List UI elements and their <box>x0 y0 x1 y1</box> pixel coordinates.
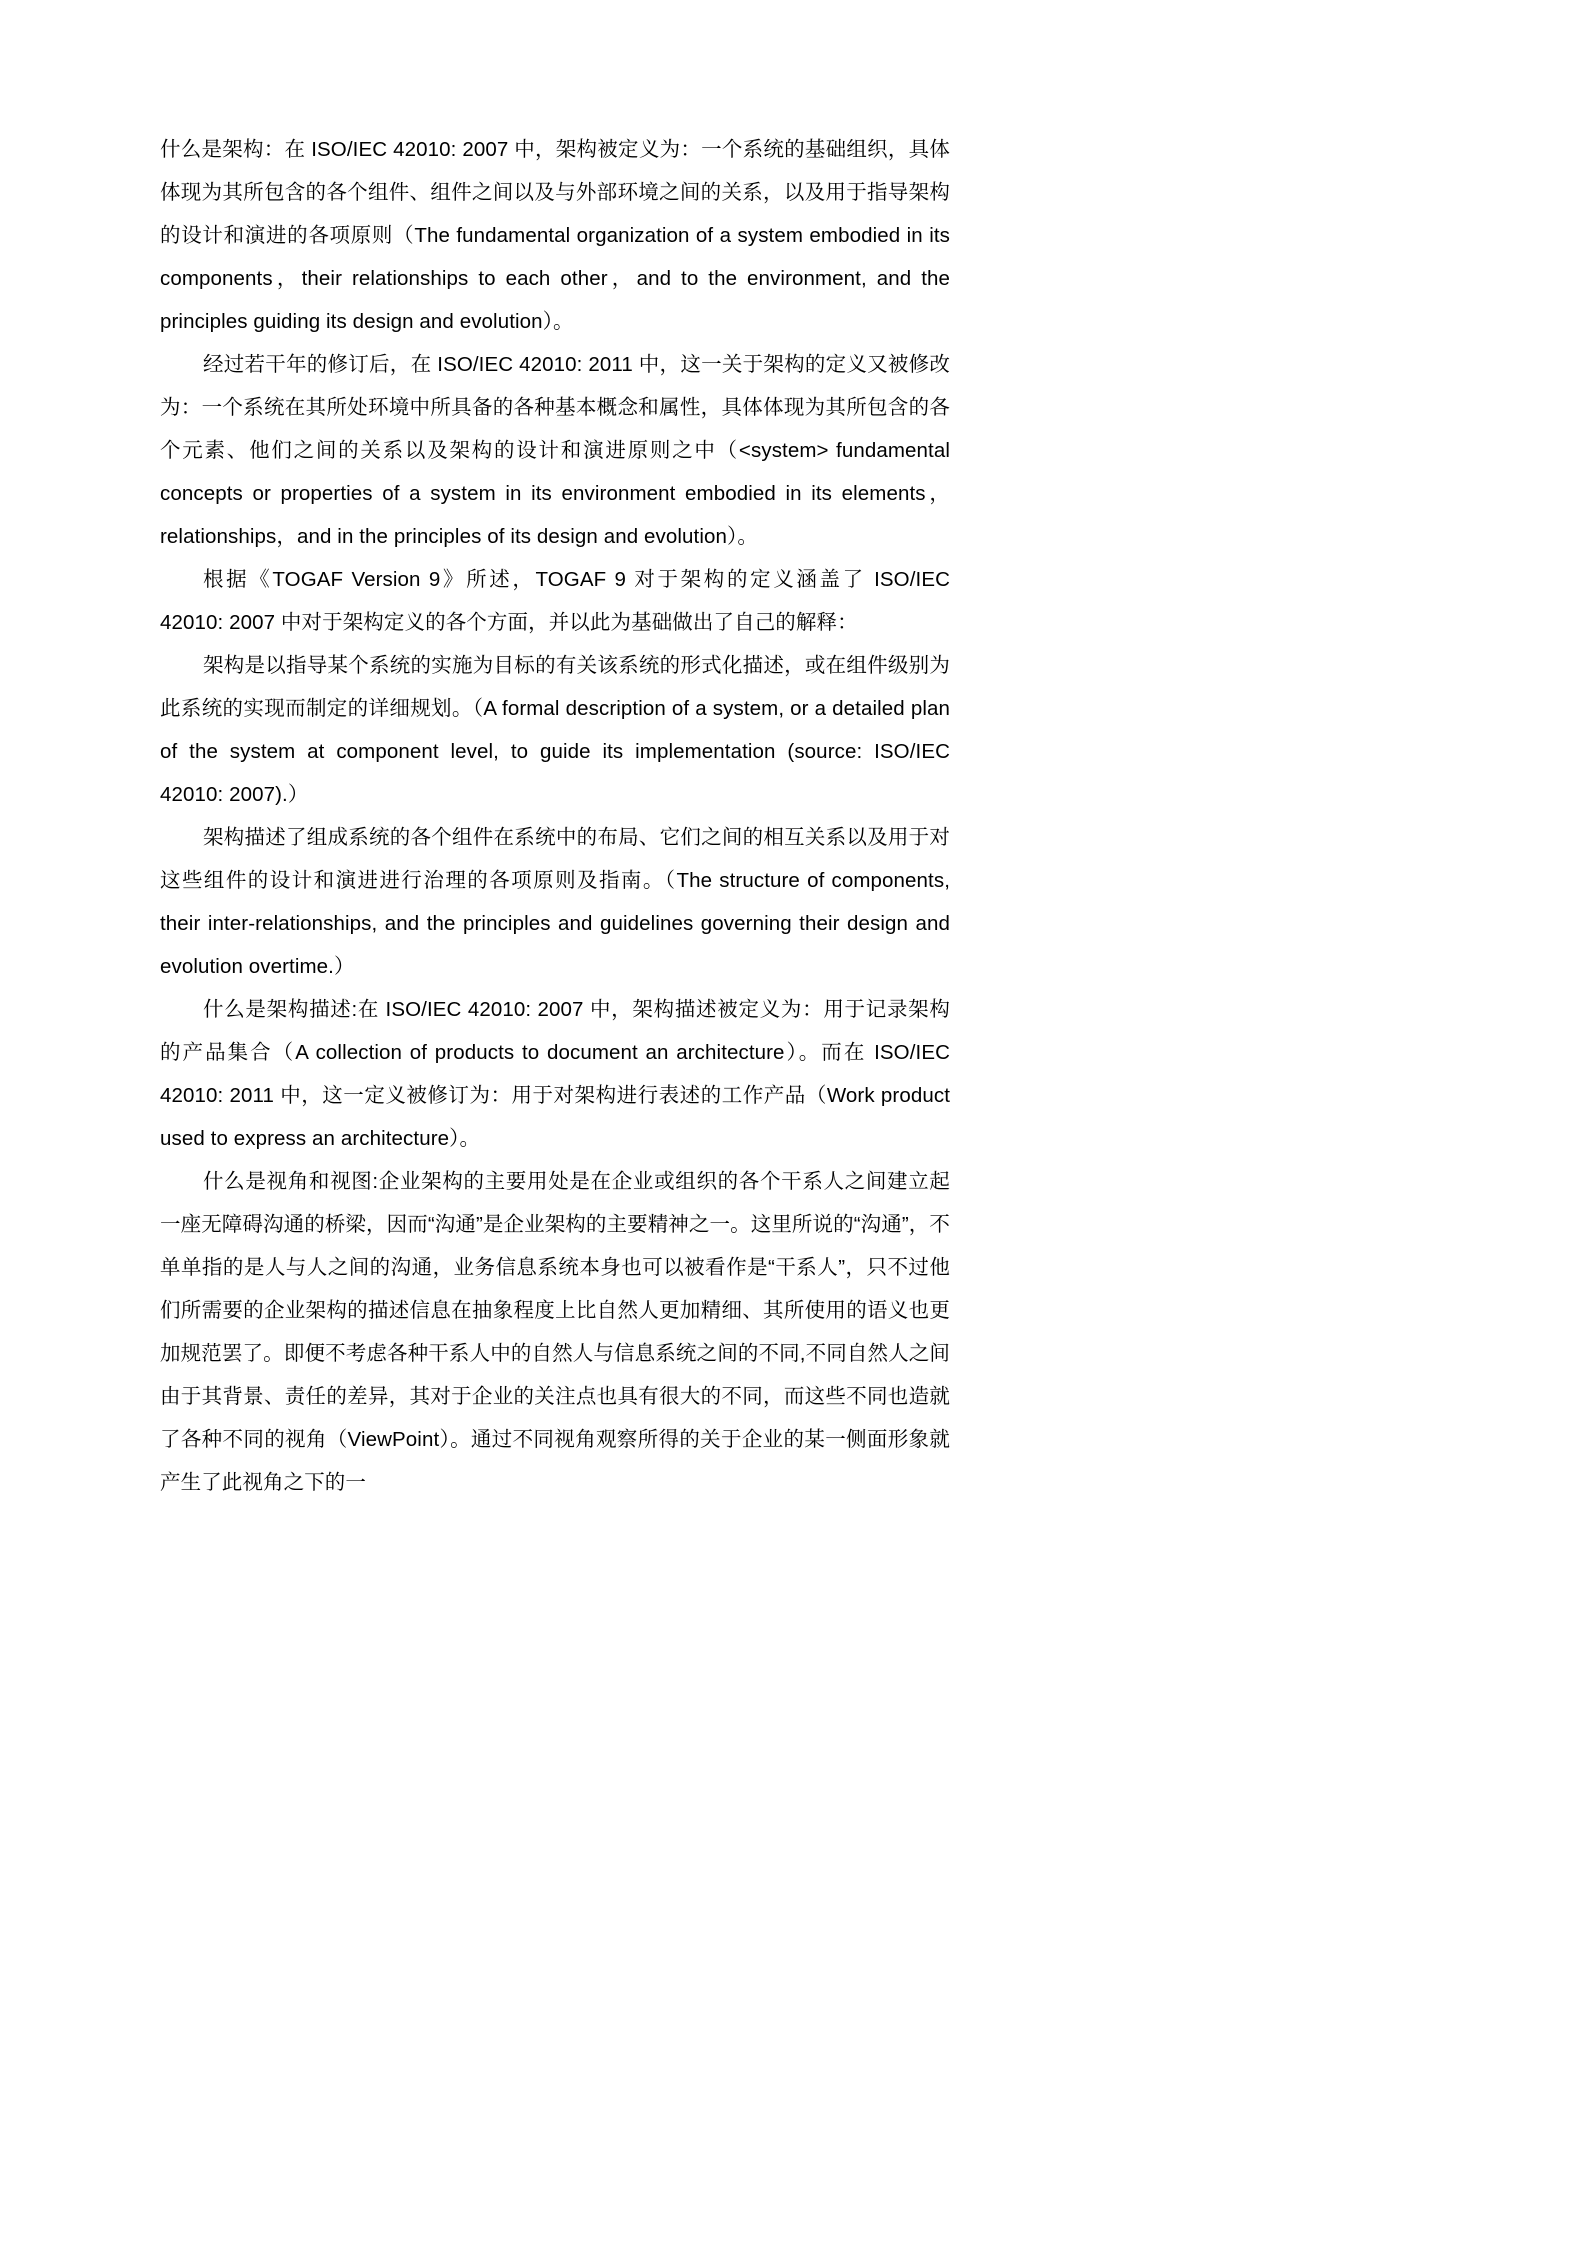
paragraph-formal-description: 架构是以指导某个系统的实施为目标的有关该系统的形式化描述，或在组件级别为此系统的实现而制定的详细规划。（A formal description of a system, or a detailed plan of the system at component level, to guide its implementation (source: ISO/IEC 42010: 2007).） <box>160 654 950 806</box>
paragraph-togaf-9-reference: 根据《TOGAF Version 9》所述，TOGAF 9 对于架构的定义涵盖了 ISO/IEC 42010: 2007 中对于架构定义的各个方面，并以此为基础做出了自己的解释： <box>160 568 950 634</box>
document-body <box>160 128 950 1504</box>
paragraph-what-is-architecture: 什么是架构：在 ISO/IEC 42010: 2007 中，架构被定义为：一个系统的基础组织，具体体现为其所包含的各个组件、组件之间以及与外部环境之间的关系，以及用于指导架构的设计和演进的各项原则（The fundamental organization of a system embodied in its components，their relationships to each other，and to the environment, and the principles guiding its design and evolution）。 <box>160 138 950 333</box>
paragraph-structure-of-components: 架构描述了组成系统的各个组件在系统中的布局、它们之间的相互关系以及用于对这些组件的设计和演进进行治理的各项原则及指南。（The structure of components, their inter-relationships, and the principles and guidelines governing their design and evolution overtime.） <box>160 826 950 978</box>
paragraph-revised-definition-2011: 经过若干年的修订后，在 ISO/IEC 42010: 2011 中，这一关于架构的定义又被修改为：一个系统在其所处环境中所具备的各种基本概念和属性，具体体现为其所包含的各个元素、他们之间的关系以及架构的设计和演进原则之中（<system> fundamental concepts or properties of a system in its environment embodied in its elements，relationships，and in the principles of its design and evolution）。 <box>160 353 950 548</box>
paragraph-what-is-architecture-description: 什么是架构描述:在 ISO/IEC 42010: 2007 中，架构描述被定义为：用于记录架构的产品集合（A collection of products to document an architecture）。而在 ISO/IEC 42010: 2011 中，这一定义被修订为：用于对架构进行表述的工作产品（Work product used to express an architecture）。 <box>160 998 950 1150</box>
paragraph-what-is-viewpoint-and-view: 什么是视角和视图:企业架构的主要用处是在企业或组织的各个干系人之间建立起一座无障碍沟通的桥梁，因而“沟通”是企业架构的主要精神之一。这里所说的“沟通”，不单单指的是人与人之间的沟通，业务信息系统本身也可以被看作是“干系人”，只不过他们所需要的企业架构的描述信息在抽象程度上比自然人更加精细、其所使用的语义也更加规范罢了。即便不考虑各种干系人中的自然人与信息系统之间的不同,不同自然人之间由于其背景、责任的差异，其对于企业的关注点也具有很大的不同，而这些不同也造就了各种不同的视角（ViewPoint）。通过不同视角观察所得的关于企业的某一侧面形象就产生了此视角之下的一 <box>160 1170 950 1494</box>
